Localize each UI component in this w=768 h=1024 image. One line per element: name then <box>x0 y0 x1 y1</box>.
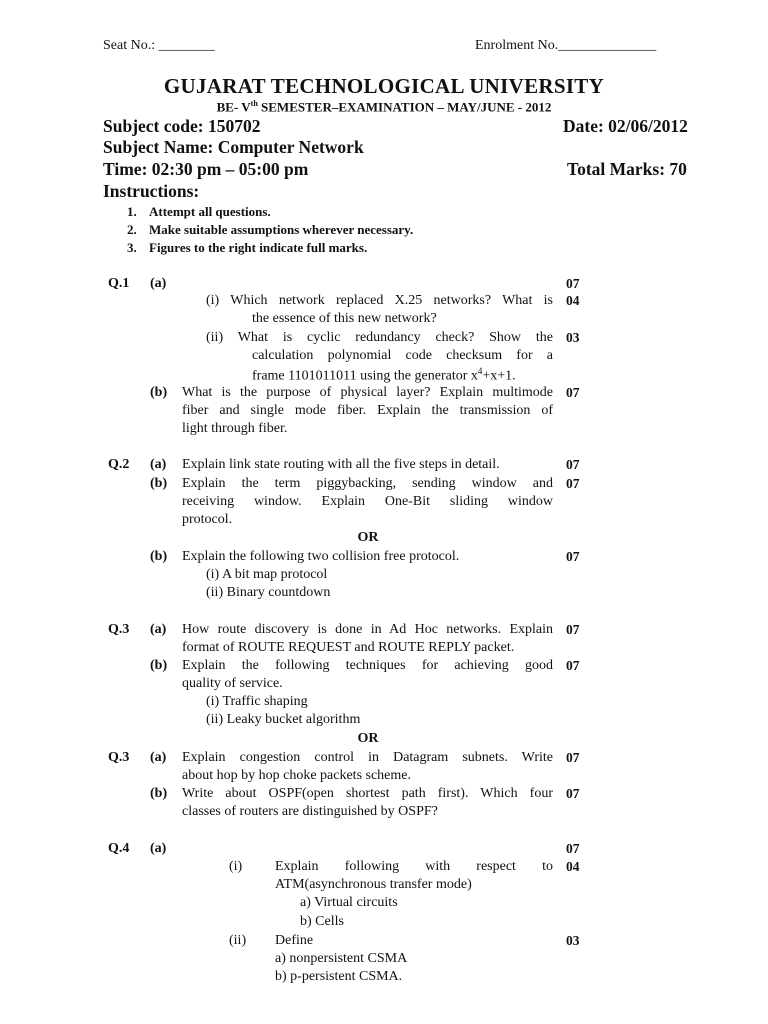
instruction-text: Attempt all questions. <box>149 204 271 219</box>
part-label: (b) <box>150 549 168 564</box>
marks: 04 <box>566 293 580 308</box>
marks: 07 <box>566 786 580 801</box>
question-label: Q.1 <box>108 276 130 291</box>
question-text: light through fiber. <box>182 421 288 436</box>
question-text: the essence of this new network? <box>252 311 437 326</box>
part-label: (b) <box>150 786 168 801</box>
instruction-num: 1. <box>127 204 137 219</box>
question-text: fiber and single mode fiber. Explain the transmission of <box>182 403 553 418</box>
question-text: format of ROUTE REQUEST and ROUTE REPLY packet. <box>182 640 515 655</box>
subpart-label: (i) <box>229 859 243 874</box>
marks: 07 <box>566 750 580 765</box>
marks: 07 <box>566 385 580 400</box>
question-text: Explain the following techniques for achieving good <box>182 658 553 673</box>
enrolment-number-field: Enrolment No.______________ <box>475 38 657 53</box>
question-text: Explain link state routing with all the five steps in detail. <box>182 457 500 472</box>
instructions-title: Instructions: <box>103 181 200 201</box>
marks: 07 <box>566 549 580 564</box>
marks: 07 <box>566 841 580 856</box>
or-divider: OR <box>357 731 379 746</box>
seat-number-field: Seat No.: ________ <box>103 38 215 53</box>
part-label: (b) <box>150 385 168 400</box>
question-text: Write about OSPF(open shortest path first). Which four <box>182 786 553 801</box>
exam-time: Time: 02:30 pm – 05:00 pm <box>103 159 309 179</box>
part-label: (a) <box>150 750 167 765</box>
part-label: (a) <box>150 457 167 472</box>
question-text: Explain following with respect to <box>275 859 553 874</box>
question-subitem: (ii) Leaky bucket algorithm <box>206 712 361 727</box>
question-text: How route discovery is done in Ad Hoc networks. Explain <box>182 622 553 637</box>
marks: 03 <box>566 933 580 948</box>
marks: 04 <box>566 859 580 874</box>
question-subitem: (ii) Binary countdown <box>206 585 331 600</box>
subpart-label: (ii) <box>229 933 247 948</box>
question-text: calculation polynomial code checksum for a <box>252 348 553 363</box>
university-title: GUJARAT TECHNOLOGICAL UNIVERSITY <box>163 74 605 98</box>
part-label: (a) <box>150 841 167 856</box>
total-marks: Total Marks: 70 <box>567 159 687 179</box>
question-text: about hop by hop choke packets scheme. <box>182 768 411 783</box>
subject-code: Subject code: 150702 <box>103 116 261 136</box>
question-subitem: b) p-persistent CSMA. <box>275 969 403 984</box>
question-text: quality of service. <box>182 676 283 691</box>
question-text: classes of routers are distinguished by OSPF? <box>182 804 438 819</box>
instruction-text: Figures to the right indicate full marks. <box>149 240 368 255</box>
question-subitem: a) nonpersistent CSMA <box>275 951 408 966</box>
question-text: receiving window. Explain One-Bit sliding window <box>182 494 553 509</box>
instruction-text: Make suitable assumptions wherever necessary. <box>149 222 414 237</box>
question-text: ATM(asynchronous transfer mode) <box>275 877 472 892</box>
question-text: frame 1101011011 using the generator $x^4+x+1$. <box>252 366 516 384</box>
part-label: (b) <box>150 476 168 491</box>
part-label: (a) <box>150 276 167 291</box>
question-label: Q.4 <box>108 841 130 856</box>
marks: 07 <box>566 276 580 291</box>
instruction-num: 2. <box>127 222 137 237</box>
marks: 07 <box>566 457 580 472</box>
question-label: Q.2 <box>108 457 130 472</box>
question-label: Q.3 <box>108 622 130 637</box>
question-label: Q.3 <box>108 750 130 765</box>
marks: 07 <box>566 658 580 673</box>
question-text: protocol. <box>182 512 233 527</box>
instruction-num: 3. <box>127 240 137 255</box>
question-text: Define <box>275 933 314 948</box>
or-divider: OR <box>357 530 379 545</box>
question-text: Explain the following two collision free protocol. <box>182 549 460 564</box>
question-subitem: (i) A bit map protocol <box>206 567 328 582</box>
exam-date: Date: 02/06/2012 <box>563 116 688 136</box>
question-text: (ii) What is cyclic redundancy check? Show the <box>206 330 553 345</box>
question-text: What is the purpose of physical layer? Explain multimode <box>182 385 553 400</box>
marks: 03 <box>566 330 580 345</box>
subject-name: Subject Name: Computer Network <box>103 137 364 157</box>
part-label: (a) <box>150 622 167 637</box>
question-subitem: (i) Traffic shaping <box>206 694 308 709</box>
marks: 07 <box>566 622 580 637</box>
exam-title: BE- Vth SEMESTER–EXAMINATION – MAY/JUNE - 2012 <box>216 99 552 115</box>
question-text: Explain congestion control in Datagram subnets. Write <box>182 750 553 765</box>
question-text: Explain the term piggybacking, sending window and <box>182 476 553 491</box>
question-subitem: b) Cells <box>300 914 344 929</box>
question-text: (i) Which network replaced X.25 networks? What is <box>206 293 553 308</box>
question-subitem: a) Virtual circuits <box>300 895 398 910</box>
marks: 07 <box>566 476 580 491</box>
part-label: (b) <box>150 658 168 673</box>
